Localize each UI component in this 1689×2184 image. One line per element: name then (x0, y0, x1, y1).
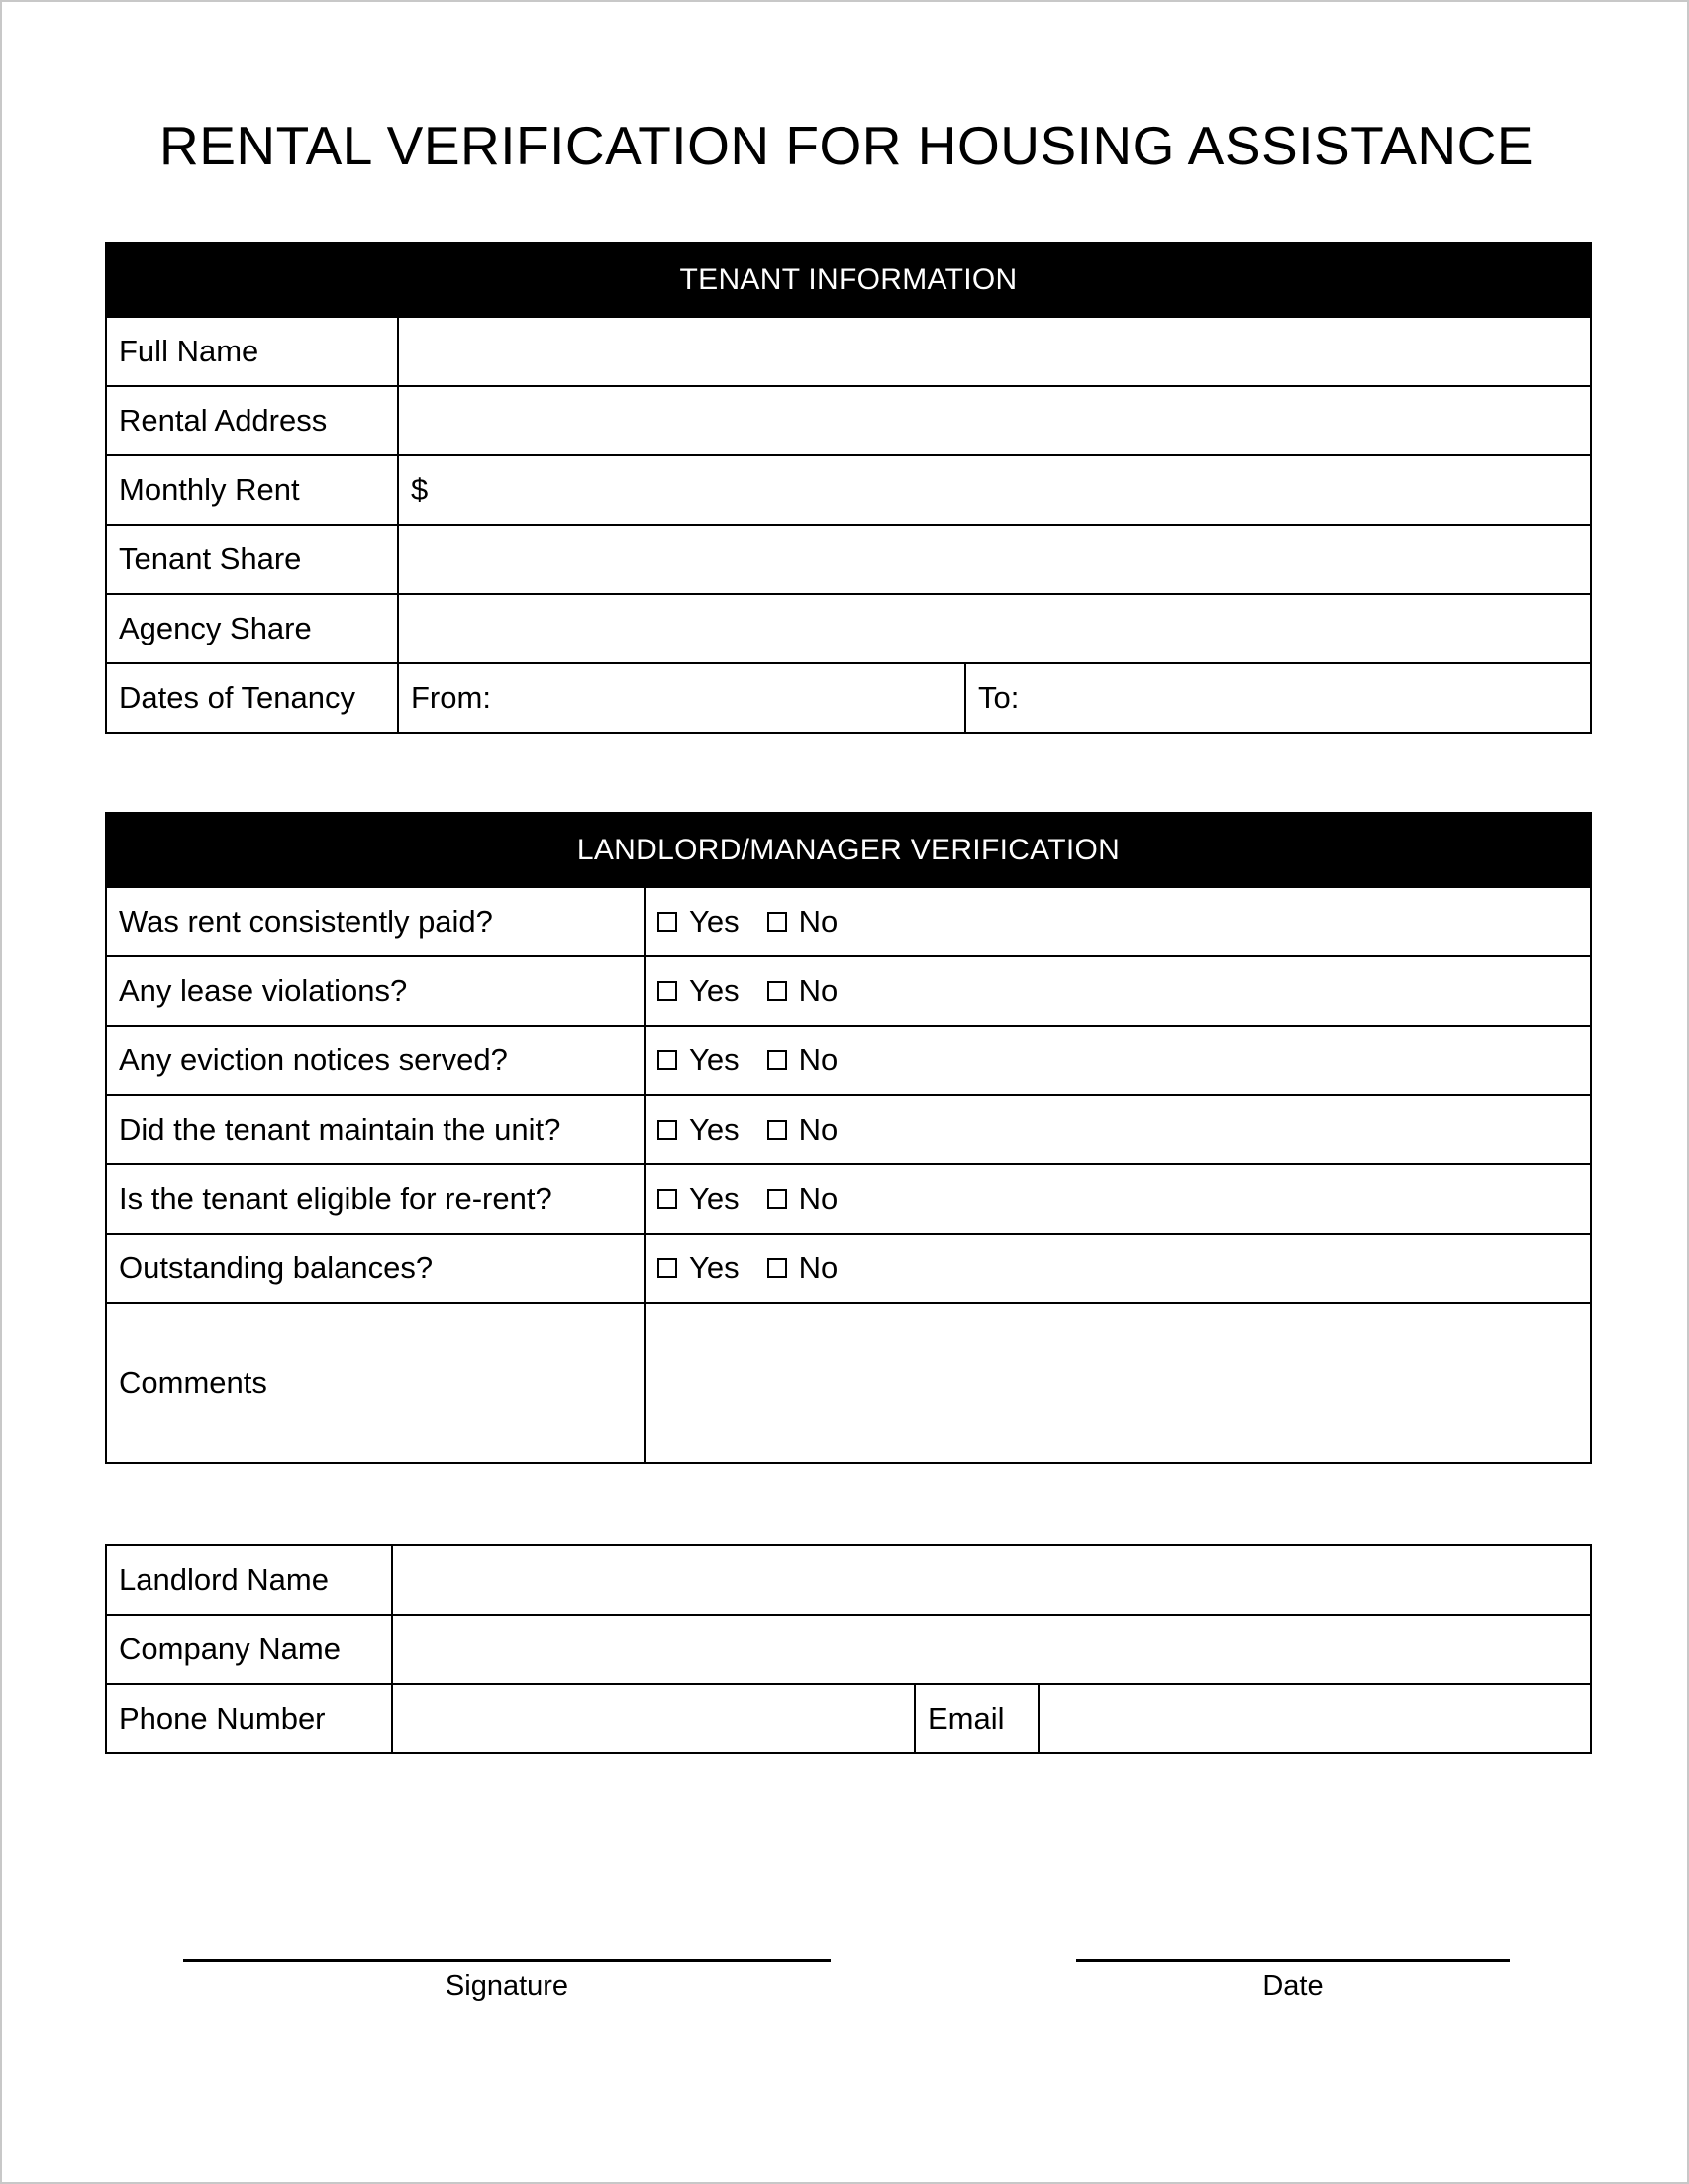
tenant-share-field[interactable] (398, 525, 1591, 594)
yes-label: Yes (689, 904, 740, 939)
tenancy-to-field[interactable] (965, 663, 1591, 733)
yes-checkbox[interactable] (657, 1120, 677, 1140)
no-label: No (798, 1042, 839, 1077)
yes-checkbox[interactable] (657, 1050, 677, 1070)
no-option[interactable] (767, 1250, 839, 1286)
question-row (106, 1164, 1591, 1234)
from-label: From: (411, 680, 491, 715)
no-checkbox[interactable] (767, 1189, 787, 1209)
yes-option[interactable] (657, 904, 740, 940)
dates-of-tenancy-label: Dates of Tenancy (106, 663, 398, 733)
date-label: Date (1262, 1970, 1324, 2002)
answer-options (645, 1026, 1591, 1095)
no-label: No (798, 1112, 839, 1146)
tenant-information-header: TENANT INFORMATION (106, 243, 1591, 317)
email-field[interactable] (1039, 1684, 1591, 1753)
question-label: Was rent consistently paid? (106, 887, 645, 956)
question-row (106, 887, 1591, 956)
page-title: RENTAL VERIFICATION FOR HOUSING ASSISTANCE (158, 115, 1535, 176)
question-label: Is the tenant eligible for re-rent? (106, 1164, 645, 1234)
answer-options (645, 1095, 1591, 1164)
comments-label: Comments (106, 1303, 645, 1463)
yes-label: Yes (689, 1181, 740, 1216)
no-option[interactable] (767, 1112, 839, 1147)
question-row (106, 1026, 1591, 1095)
no-option[interactable] (767, 973, 839, 1009)
no-label: No (798, 1250, 839, 1285)
yes-label: Yes (689, 1112, 740, 1146)
yes-label: Yes (689, 1042, 740, 1077)
dollar-sign: $ (411, 472, 429, 507)
company-name-label: Company Name (106, 1615, 392, 1684)
yes-option[interactable] (657, 973, 740, 1009)
yes-option[interactable] (657, 1042, 740, 1078)
question-label: Did the tenant maintain the unit? (106, 1095, 645, 1164)
rental-address-label: Rental Address (106, 386, 398, 455)
verification-header: LANDLORD/MANAGER VERIFICATION (106, 813, 1591, 887)
yes-checkbox[interactable] (657, 981, 677, 1001)
question-row (106, 1234, 1591, 1303)
rental-address-field[interactable] (398, 386, 1591, 455)
email-label: Email (915, 1684, 1039, 1753)
company-name-field[interactable] (392, 1615, 1591, 1684)
landlord-name-field[interactable] (392, 1545, 1591, 1615)
answer-options (645, 956, 1591, 1026)
signature-line[interactable] (183, 1959, 831, 1962)
yes-label: Yes (689, 1250, 740, 1285)
date-line[interactable] (1076, 1959, 1510, 1962)
phone-number-field[interactable] (392, 1684, 915, 1753)
answer-options (645, 887, 1591, 956)
to-label: To: (978, 680, 1020, 715)
no-label: No (798, 1181, 839, 1216)
answer-options (645, 1234, 1591, 1303)
yes-checkbox[interactable] (657, 1189, 677, 1209)
landlord-contact-table (105, 1544, 1592, 1754)
no-label: No (798, 973, 839, 1008)
phone-number-label: Phone Number (106, 1684, 392, 1753)
tenancy-from-field[interactable] (398, 663, 965, 733)
question-label: Outstanding balances? (106, 1234, 645, 1303)
no-label: No (798, 904, 839, 939)
full-name-field[interactable] (398, 317, 1591, 386)
no-checkbox[interactable] (767, 912, 787, 932)
tenant-information-table (105, 242, 1592, 734)
no-option[interactable] (767, 904, 839, 940)
verification-table (105, 812, 1592, 1464)
no-checkbox[interactable] (767, 1050, 787, 1070)
agency-share-field[interactable] (398, 594, 1591, 663)
no-checkbox[interactable] (767, 1258, 787, 1278)
yes-label: Yes (689, 973, 740, 1008)
no-checkbox[interactable] (767, 981, 787, 1001)
answer-options (645, 1164, 1591, 1234)
signature-label: Signature (445, 1970, 569, 2002)
full-name-label: Full Name (106, 317, 398, 386)
yes-option[interactable] (657, 1112, 740, 1147)
no-option[interactable] (767, 1042, 839, 1078)
agency-share-label: Agency Share (106, 594, 398, 663)
monthly-rent-label: Monthly Rent (106, 455, 398, 525)
monthly-rent-field[interactable] (398, 455, 1591, 525)
question-label: Any lease violations? (106, 956, 645, 1026)
comments-field[interactable] (645, 1303, 1591, 1463)
yes-option[interactable] (657, 1250, 740, 1286)
tenant-share-label: Tenant Share (106, 525, 398, 594)
no-option[interactable] (767, 1181, 839, 1217)
no-checkbox[interactable] (767, 1120, 787, 1140)
yes-checkbox[interactable] (657, 912, 677, 932)
question-label: Any eviction notices served? (106, 1026, 645, 1095)
question-row (106, 1095, 1591, 1164)
question-row (106, 956, 1591, 1026)
yes-checkbox[interactable] (657, 1258, 677, 1278)
landlord-name-label: Landlord Name (106, 1545, 392, 1615)
yes-option[interactable] (657, 1181, 740, 1217)
